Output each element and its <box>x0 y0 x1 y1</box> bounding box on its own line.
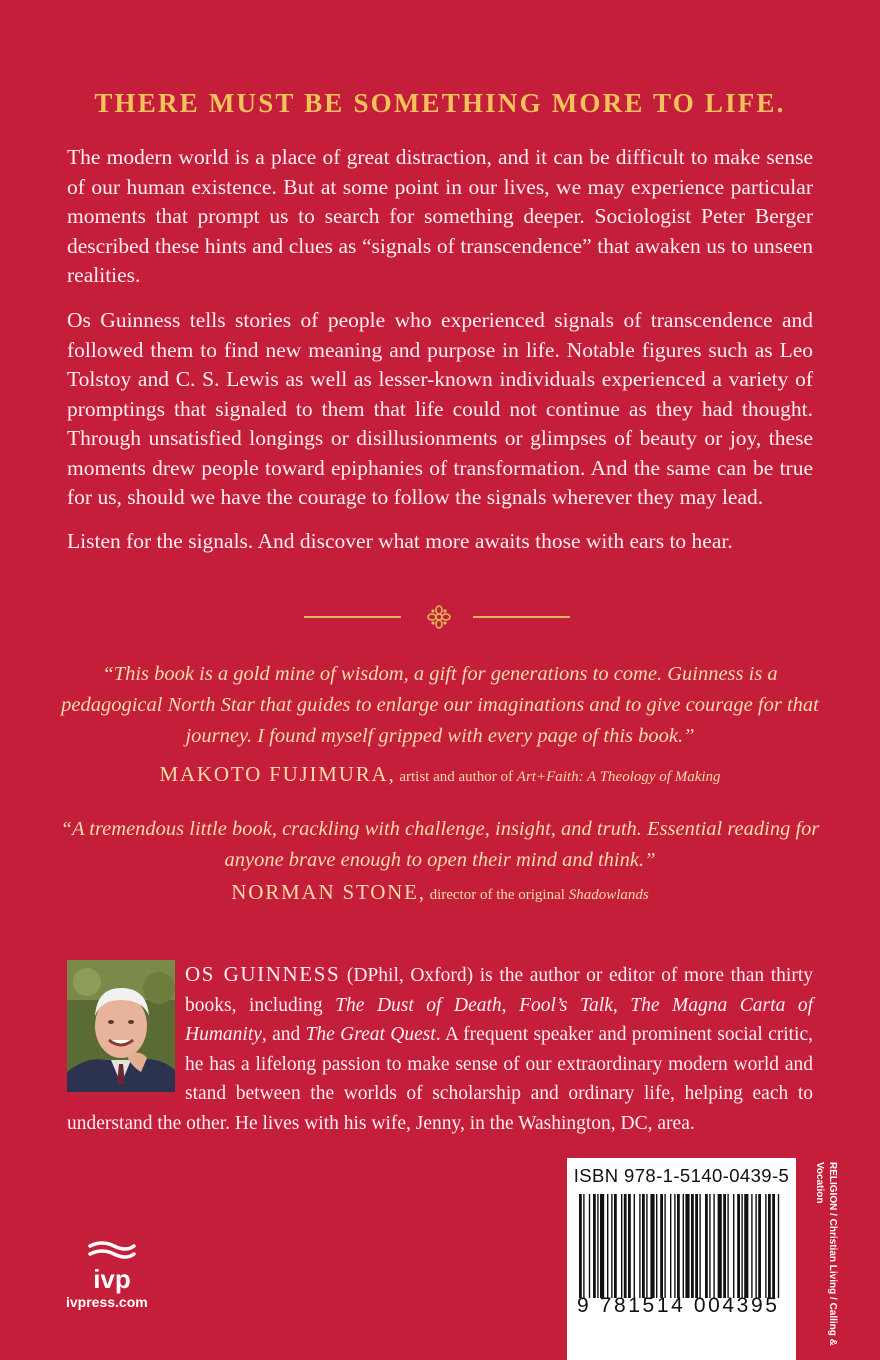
endorser-work-1: Art+Faith: A Theology of Making <box>516 769 721 785</box>
barcode-bar <box>589 1194 590 1298</box>
ornamental-divider <box>0 604 880 628</box>
barcode-bar <box>695 1194 698 1298</box>
barcode-bar <box>579 1194 582 1298</box>
barcode-bar <box>705 1194 708 1298</box>
barcode-bar <box>755 1194 756 1298</box>
divider-line-left <box>304 616 401 618</box>
barcode-bar <box>634 1194 635 1298</box>
logo-text: ivp <box>93 1264 131 1294</box>
barcode-bar <box>727 1194 728 1298</box>
headline: THERE MUST BE SOMETHING MORE TO LIFE. <box>94 88 786 118</box>
barcode-bar <box>670 1194 671 1298</box>
description-paragraph-2: Os Guinness tells stories of people who experienced signals of transcendence and followed them to find new meaning and purpose in life. Notable figures such as Leo Tolstoy and C. S. Lewis as well as lesser-known individuals experienced a variety of promptings that signaled to them that life could not continue as they had thought. Through unsatisfied longings or disillusionments or glimpses of beauty or joy, these moments drew people toward epiphanies of transformation. And the same can be true for us, should we have the courage to follow the signals wherever they may lead. <box>67 308 813 509</box>
barcode-bar <box>600 1194 604 1298</box>
endorser-work-2: Shadowlands <box>568 887 649 903</box>
endorsement-attribution-2 <box>0 880 880 905</box>
barcode-bar <box>650 1194 654 1298</box>
endorser-role-2: director of the original <box>429 887 565 903</box>
book-title-magna-carta: The Magna Carta of Humanity <box>185 994 814 1046</box>
barcode-bar <box>768 1194 771 1298</box>
author-name: OS GUINNESS <box>185 962 341 986</box>
barcode-bar <box>656 1194 657 1298</box>
isbn-barcode <box>567 1158 796 1360</box>
author-bio: OS GUINNESS (DPhil, Oxford) is the author or editor of more than thirty books, including The Dust of Death, Fool’s Talk, The Magna Carta of Humanity, and The Great Quest. A frequent speaker and prominent social critic, he has a lifelong passion to make sense of our extraordinary modern world and stand between the worlds of scholarship and ordinary life, helping each to understand the other. He lives with his wife, Jenny, in the Washington, DC, area. <box>67 962 814 1134</box>
barcode-bar <box>713 1194 714 1298</box>
barcode-bar <box>611 1194 612 1298</box>
barcode-bar <box>639 1194 640 1298</box>
category-text: RELIGION / Christian Living / Calling & Vocation <box>814 1162 838 1346</box>
ivp-logo-icon <box>84 1238 140 1294</box>
barcode-bar <box>683 1194 684 1298</box>
description-paragraph-3: Listen for the signals. And discover what more awaits those with ears to hear. <box>67 529 733 553</box>
barcode-bar <box>642 1194 645 1298</box>
barcode-bar <box>646 1194 647 1298</box>
book-title-fools-talk: Fool’s Talk <box>519 994 613 1016</box>
barcode-bar <box>741 1194 742 1298</box>
barcode-bar <box>758 1194 761 1298</box>
ornament-icon <box>425 605 453 629</box>
barcode-bar <box>733 1194 734 1298</box>
book-title-dust-of-death: The Dust of Death <box>335 994 502 1016</box>
publisher-website: ivpress.com <box>66 1294 148 1310</box>
barcode-bar <box>674 1194 675 1298</box>
endorser-name-2: NORMAN STONE, <box>231 880 426 904</box>
barcode-bar <box>718 1194 722 1298</box>
barcode-bar <box>751 1194 752 1298</box>
endorsement-attribution-1 <box>0 762 880 787</box>
barcode-bars <box>579 1194 784 1298</box>
book-title-great-quest: The Great Quest <box>305 1024 436 1046</box>
endorser-role-1: artist and author of <box>399 769 514 785</box>
barcode-bar <box>677 1194 680 1298</box>
barcode-bar <box>699 1194 700 1298</box>
barcode-bar <box>709 1194 710 1298</box>
barcode-bar <box>691 1194 694 1298</box>
barcode-bar <box>685 1194 689 1298</box>
barcode-bar <box>597 1194 598 1298</box>
endorsement-quote-1: “This book is a gold mine of wisdom, a gift for generations to come. Guinness is a pedagogical North Star that guides to enlarge our imaginations and to give courage for that journey. I found myself gripped with every page of this book.” <box>61 663 819 747</box>
endorsement-quote-2: “A tremendous little book, crackling with challenge, insight, and truth. Essential reading for anyone brave enough to open their mind and think.” <box>60 818 820 871</box>
barcode-bar <box>624 1194 627 1298</box>
barcode-bar <box>583 1194 584 1298</box>
barcode-bar <box>765 1194 766 1298</box>
barcode-bar <box>621 1194 622 1298</box>
barcode-bar <box>744 1194 748 1298</box>
barcode-bar <box>723 1194 726 1298</box>
barcode-bar <box>593 1194 596 1298</box>
barcode-bar <box>607 1194 608 1298</box>
barcode-bar <box>628 1194 631 1298</box>
endorser-name-1: MAKOTO FUJIMURA, <box>159 762 396 786</box>
description-paragraph-1: The modern world is a place of great distraction, and it can be difficult to make sense of our human existence. But at some point in our lives, we may experience particular moments that prompt us to search for something deeper. Sociologist Peter Berger described these hints and clues as “signals of transcendence” that awaken us to unseen realities. <box>67 145 813 287</box>
barcode-bar <box>664 1194 665 1298</box>
barcode-bar <box>614 1194 617 1298</box>
barcode-number: 9 781514 004395 <box>577 1294 780 1317</box>
category-label <box>797 1158 849 1346</box>
barcode-bar <box>772 1194 775 1298</box>
barcode-bar <box>737 1194 740 1298</box>
barcode-bar <box>778 1194 779 1298</box>
isbn-label: ISBN 978-1-5140-0439-5 <box>573 1165 790 1186</box>
divider-line-right <box>473 616 570 618</box>
barcode-bar <box>660 1194 663 1298</box>
